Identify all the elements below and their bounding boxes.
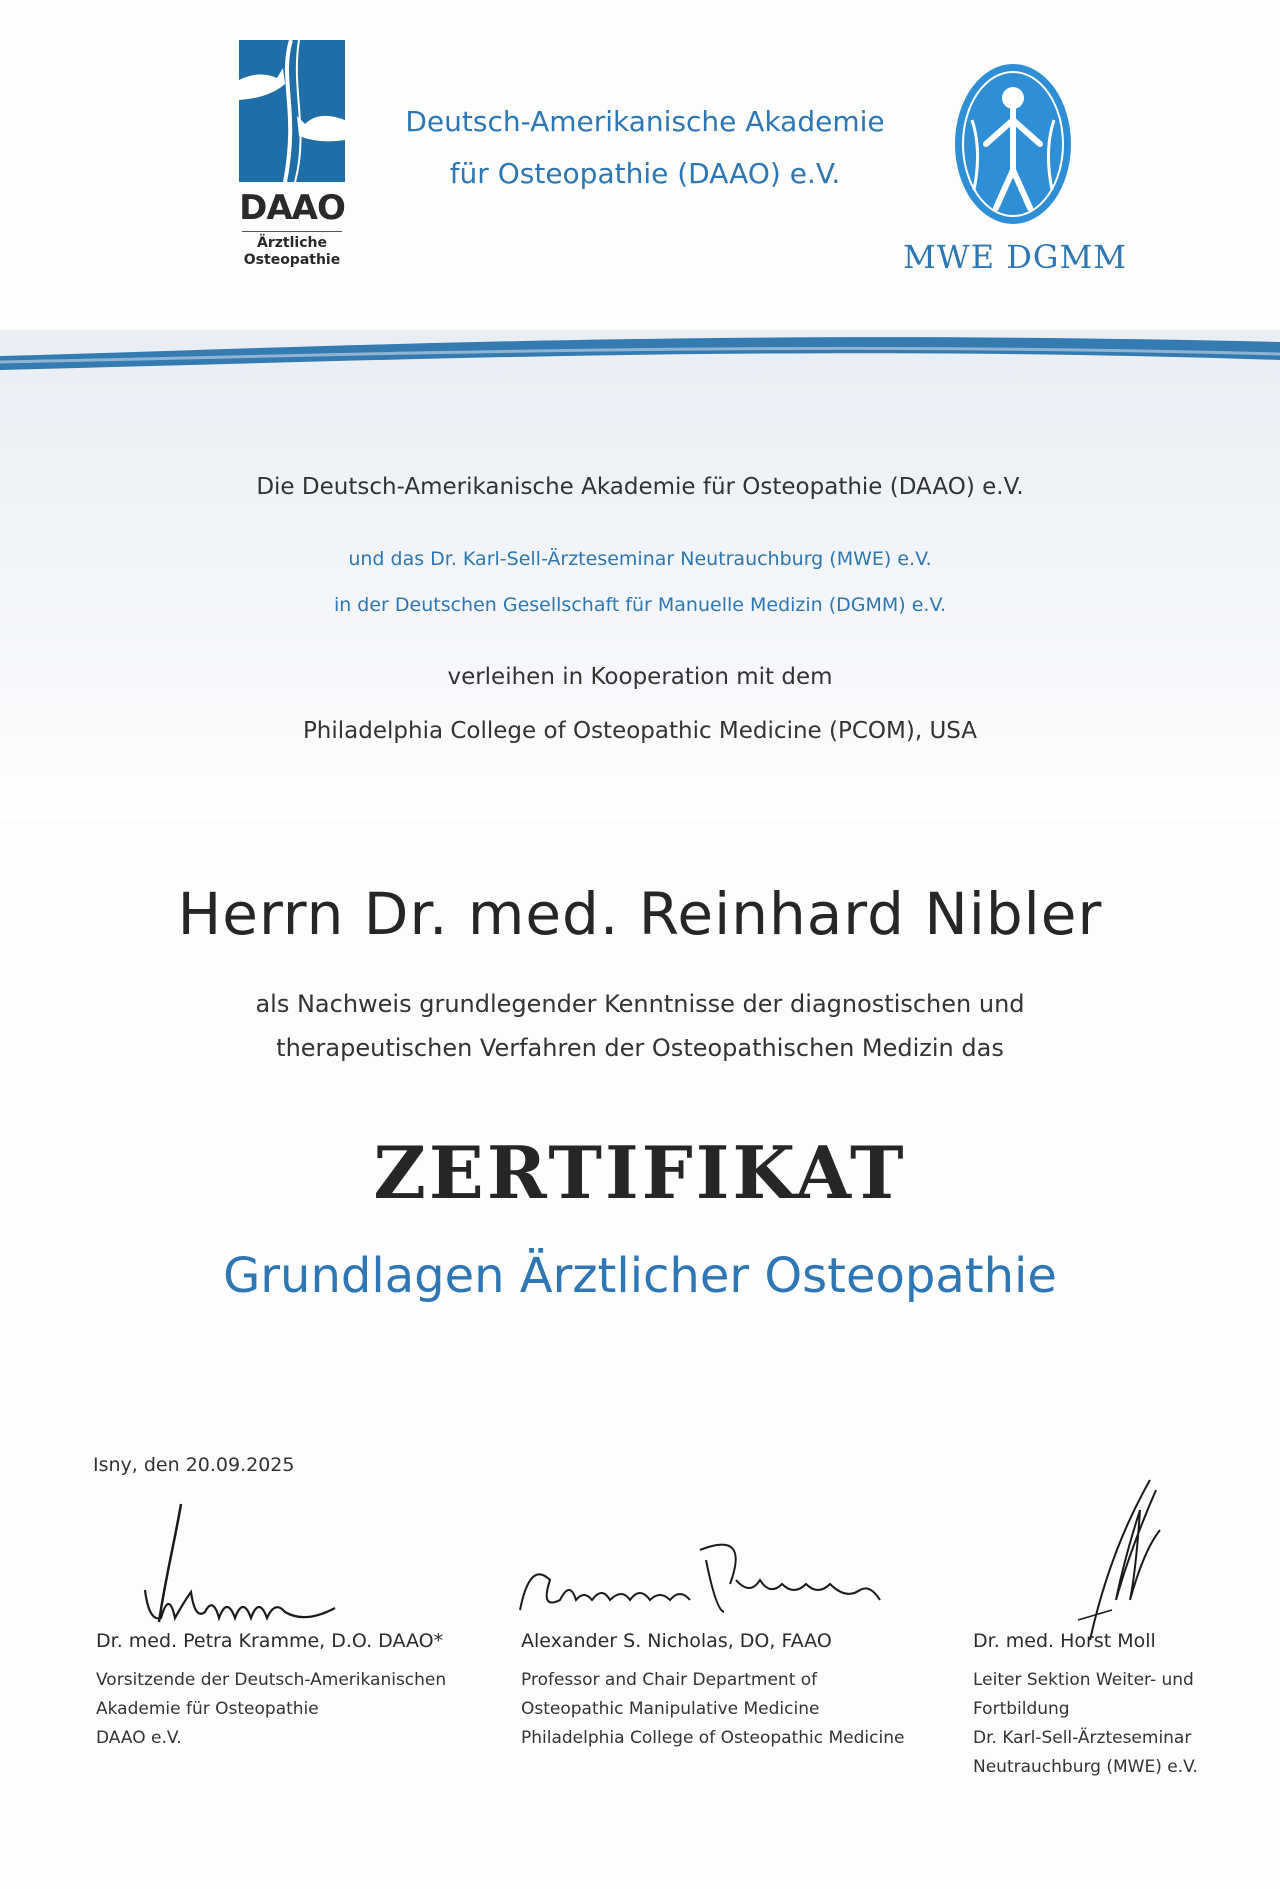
cooperation-line: verleihen in Kooperation mit dem (447, 664, 833, 690)
signatory-description: Leiter Sektion Weiter- und Fortbildung Dr. Karl-Sell-Ärzteseminar Neutrauchburg (MWE) e.V. (973, 1670, 1198, 1777)
issuer-line: Die Deutsch-Amerikanische Akademie für Osteopathie (DAAO) e.V. (256, 474, 1024, 500)
academy-title: Deutsch-Amerikanische Akademie für Osteopathie (DAAO) e.V. (405, 105, 885, 190)
signatory-moll (973, 1630, 1198, 1782)
partner-line: Philadelphia College of Osteopathic Medicine (PCOM), USA (302, 718, 978, 744)
signatory-name: Dr. med. Horst Moll (973, 1630, 1156, 1652)
signatory-name: Dr. med. Petra Kramme, D.O. DAAO* (96, 1630, 444, 1652)
purpose-line-2: therapeutischen Verfahren der Osteopathischen Medizin das (276, 1034, 1004, 1062)
daao-logo-rule (242, 231, 342, 232)
signatory-name: Alexander S. Nicholas, DO, FAAO (521, 1630, 832, 1652)
header-wave-band (0, 320, 1280, 380)
purpose-line-1: als Nachweis grundlegender Kenntnisse der diagnostischen und (255, 990, 1025, 1018)
signatory-description: Professor and Chair Department of Osteopathic Manipulative Medicine Philadelphia College of Osteopathic Medicine (521, 1670, 905, 1748)
recipient-name: Herrn Dr. med. Reinhard Nibler (177, 880, 1103, 948)
daao-logo (239, 40, 345, 286)
signature-kramme (135, 1500, 345, 1630)
signatory-nicholas (521, 1630, 904, 1753)
daao-logo-name: DAAO (239, 188, 345, 228)
signatory-kramme (96, 1630, 446, 1753)
signature-moll (1020, 1470, 1170, 1650)
signature-nicholas (510, 1500, 890, 1630)
certificate-subtitle: Grundlagen Ärztlicher Osteopathie (223, 1248, 1057, 1304)
background-tint (0, 330, 1280, 820)
hands-icon (239, 40, 345, 182)
co-issuer-society-line: in der Deutschen Gesellschaft für Manuelle Medizin (DGMM) e.V. (333, 594, 947, 616)
mwe-dgmm-emblem-icon (952, 60, 1074, 228)
co-issuer-line: und das Dr. Karl-Sell-Ärzteseminar Neutrauchburg (MWE) e.V. (348, 548, 932, 570)
signatory-description: Vorsitzende der Deutsch-Amerikanischen Akademie für Osteopathie DAAO e.V. (96, 1670, 447, 1748)
certificate-title: ZERTIFIKAT (373, 1130, 907, 1215)
mwe-dgmm-label: MWE DGMM (903, 238, 1127, 276)
place-date: Isny, den 20.09.2025 (93, 1454, 295, 1476)
daao-logo-subtitle: Ärztliche Osteopathie (243, 235, 341, 268)
